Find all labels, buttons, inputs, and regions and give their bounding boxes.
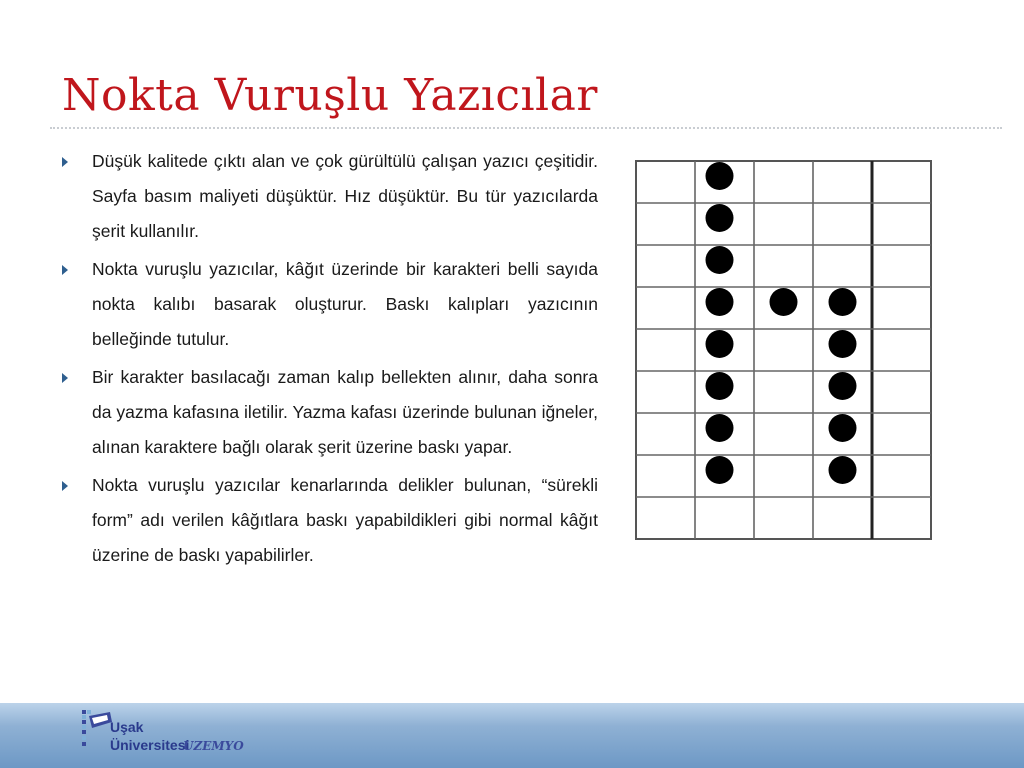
bullet-text: Bir karakter basılacağı zaman kalıp bellekten alınır, daha sonra da yazma kafasına iletilir. Yazma kafası üzerinde bulunan iğneler, alınan karaktere bağlı olarak şerit üzerine baskı yapar. — [92, 367, 598, 457]
triangle-bullet-icon — [62, 481, 68, 491]
matrix-dot — [770, 288, 798, 316]
matrix-dot — [829, 330, 857, 358]
bullet-item — [62, 252, 598, 357]
matrix-dot — [706, 246, 734, 274]
matrix-dot — [706, 288, 734, 316]
triangle-bullet-icon — [62, 157, 68, 167]
logo-text-university: Üniversitesi — [110, 737, 190, 753]
bullet-text: Nokta vuruşlu yazıcılar, kâğıt üzerinde bir karakteri belli sayıda nokta kalıbı basarak oluşturur. Baskı kalıpları yazıcının belleğinde tutulur. — [92, 259, 598, 349]
matrix-dot — [706, 372, 734, 400]
dot-matrix-figure — [626, 151, 942, 544]
triangle-bullet-icon — [62, 373, 68, 383]
matrix-dot — [706, 414, 734, 442]
bullet-text: Nokta vuruşlu yazıcılar kenarlarında delikler bulunan, “sürekli form” adı verilen kâğıtlara baskı yapabildikleri gibi normal kâğıt üzerine de baskı yapabilirler. — [92, 475, 598, 565]
matrix-dot — [706, 204, 734, 232]
bullet-item — [62, 360, 598, 465]
matrix-dot — [706, 330, 734, 358]
university-logo — [80, 704, 280, 762]
title-divider — [50, 127, 1002, 129]
bullet-text: Düşük kalitede çıktı alan ve çok gürültülü çalışan yazıcı çeşitidir. Sayfa basım maliyeti düşüktür. Hız düşüktür. Bu tür yazıcılarda şerit kullanılır. — [92, 151, 598, 241]
grid-frame — [636, 161, 931, 539]
triangle-bullet-icon — [62, 265, 68, 275]
bullet-item — [62, 144, 598, 249]
matrix-dot — [829, 288, 857, 316]
matrix-dot — [706, 456, 734, 484]
logo-text-unit: UZEMYO — [183, 739, 244, 753]
logo-text-city: Uşak — [110, 719, 144, 735]
bullet-list — [62, 144, 598, 576]
bullet-item — [62, 468, 598, 573]
matrix-dot — [829, 372, 857, 400]
slide-title: Nokta Vuruşlu Yazıcılar — [62, 70, 598, 121]
matrix-dot — [706, 162, 734, 190]
matrix-dot — [829, 414, 857, 442]
matrix-dot — [829, 456, 857, 484]
